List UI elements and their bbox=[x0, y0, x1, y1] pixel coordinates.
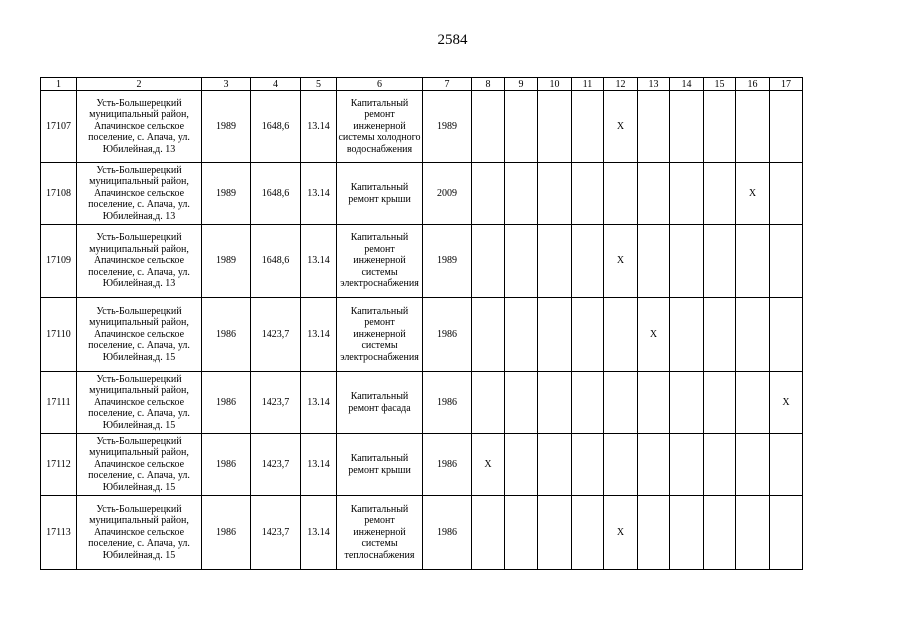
work-type-cell: Капитальный ремонт крыши bbox=[337, 163, 423, 225]
column-header: 9 bbox=[505, 78, 538, 91]
mark-cell bbox=[670, 434, 704, 496]
column-header: 17 bbox=[770, 78, 803, 91]
build-year-cell: 1989 bbox=[202, 163, 251, 225]
mark-cell bbox=[604, 163, 638, 225]
column-header: 3 bbox=[202, 78, 251, 91]
mark-cell bbox=[572, 225, 604, 298]
mark-cell: X bbox=[604, 496, 638, 570]
column-header: 11 bbox=[572, 78, 604, 91]
mark-cell bbox=[704, 91, 736, 163]
table-row bbox=[41, 225, 803, 298]
mark-cell bbox=[670, 225, 704, 298]
mark-cell bbox=[505, 298, 538, 372]
mark-cell bbox=[505, 434, 538, 496]
column-header: 2 bbox=[77, 78, 202, 91]
column-header: 16 bbox=[736, 78, 770, 91]
mark-cell bbox=[572, 163, 604, 225]
row-id-cell: 17111 bbox=[41, 372, 77, 434]
work-type-cell: Капитальный ремонт инженерной системы холодного водоснабжения bbox=[337, 91, 423, 163]
table-row bbox=[41, 298, 803, 372]
mark-cell bbox=[736, 225, 770, 298]
mark-cell bbox=[638, 163, 670, 225]
repair-year-cell: 1986 bbox=[423, 434, 472, 496]
mark-cell bbox=[472, 91, 505, 163]
repair-year-cell: 2009 bbox=[423, 163, 472, 225]
mark-cell bbox=[736, 298, 770, 372]
code-cell: 13.14 bbox=[301, 434, 337, 496]
column-header: 12 bbox=[604, 78, 638, 91]
table-body bbox=[41, 91, 803, 570]
mark-cell: X bbox=[770, 372, 803, 434]
area-cell: 1423,7 bbox=[251, 496, 301, 570]
mark-cell bbox=[736, 496, 770, 570]
mark-cell bbox=[538, 434, 572, 496]
mark-cell bbox=[770, 91, 803, 163]
mark-cell bbox=[736, 434, 770, 496]
mark-cell bbox=[572, 298, 604, 372]
mark-cell bbox=[538, 372, 572, 434]
row-id-cell: 17107 bbox=[41, 91, 77, 163]
table-row bbox=[41, 434, 803, 496]
mark-cell bbox=[472, 163, 505, 225]
area-cell: 1648,6 bbox=[251, 163, 301, 225]
area-cell: 1423,7 bbox=[251, 434, 301, 496]
mark-cell bbox=[770, 163, 803, 225]
address-cell: Усть-Большерецкий муниципальный район, Апачинское сельское поселение, с. Апача, ул. Юбилейная,д. 13 bbox=[77, 91, 202, 163]
mark-cell: X bbox=[604, 91, 638, 163]
mark-cell: X bbox=[638, 298, 670, 372]
mark-cell bbox=[704, 225, 736, 298]
build-year-cell: 1989 bbox=[202, 225, 251, 298]
table-row bbox=[41, 372, 803, 434]
mark-cell bbox=[505, 496, 538, 570]
column-header: 4 bbox=[251, 78, 301, 91]
mark-cell bbox=[704, 298, 736, 372]
mark-cell bbox=[505, 163, 538, 225]
repair-year-cell: 1986 bbox=[423, 298, 472, 372]
mark-cell bbox=[604, 372, 638, 434]
mark-cell bbox=[770, 298, 803, 372]
row-id-cell: 17109 bbox=[41, 225, 77, 298]
mark-cell bbox=[572, 372, 604, 434]
mark-cell bbox=[505, 225, 538, 298]
column-header: 10 bbox=[538, 78, 572, 91]
column-header: 1 bbox=[41, 78, 77, 91]
register-table bbox=[40, 77, 803, 570]
area-cell: 1648,6 bbox=[251, 91, 301, 163]
mark-cell bbox=[538, 91, 572, 163]
mark-cell bbox=[538, 496, 572, 570]
code-cell: 13.14 bbox=[301, 91, 337, 163]
repair-year-cell: 1989 bbox=[423, 91, 472, 163]
mark-cell bbox=[472, 298, 505, 372]
code-cell: 13.14 bbox=[301, 496, 337, 570]
address-cell: Усть-Большерецкий муниципальный район, Апачинское сельское поселение, с. Апача, ул. Юбилейная,д. 13 bbox=[77, 225, 202, 298]
work-type-cell: Капитальный ремонт крыши bbox=[337, 434, 423, 496]
mark-cell bbox=[770, 496, 803, 570]
mark-cell bbox=[736, 91, 770, 163]
mark-cell bbox=[638, 496, 670, 570]
column-header: 13 bbox=[638, 78, 670, 91]
column-header: 8 bbox=[472, 78, 505, 91]
page-number: 2584 bbox=[437, 32, 468, 48]
table-row bbox=[41, 163, 803, 225]
mark-cell bbox=[770, 434, 803, 496]
mark-cell bbox=[572, 434, 604, 496]
header-row bbox=[41, 78, 803, 91]
mark-cell bbox=[638, 91, 670, 163]
mark-cell bbox=[604, 434, 638, 496]
mark-cell bbox=[770, 225, 803, 298]
mark-cell bbox=[736, 372, 770, 434]
mark-cell bbox=[538, 225, 572, 298]
mark-cell bbox=[704, 372, 736, 434]
mark-cell: X bbox=[736, 163, 770, 225]
work-type-cell: Капитальный ремонт инженерной системы электроснабжения bbox=[337, 225, 423, 298]
mark-cell bbox=[472, 225, 505, 298]
table-row bbox=[41, 91, 803, 163]
build-year-cell: 1989 bbox=[202, 91, 251, 163]
mark-cell bbox=[472, 496, 505, 570]
mark-cell bbox=[704, 163, 736, 225]
mark-cell bbox=[604, 298, 638, 372]
build-year-cell: 1986 bbox=[202, 496, 251, 570]
code-cell: 13.14 bbox=[301, 225, 337, 298]
mark-cell bbox=[538, 298, 572, 372]
build-year-cell: 1986 bbox=[202, 434, 251, 496]
mark-cell bbox=[572, 496, 604, 570]
mark-cell: X bbox=[472, 434, 505, 496]
code-cell: 13.14 bbox=[301, 298, 337, 372]
address-cell: Усть-Большерецкий муниципальный район, Апачинское сельское поселение, с. Апача, ул. Юбилейная,д. 15 bbox=[77, 298, 202, 372]
mark-cell bbox=[704, 496, 736, 570]
column-header: 15 bbox=[704, 78, 736, 91]
mark-cell bbox=[538, 163, 572, 225]
mark-cell bbox=[670, 298, 704, 372]
code-cell: 13.14 bbox=[301, 163, 337, 225]
column-header: 5 bbox=[301, 78, 337, 91]
address-cell: Усть-Большерецкий муниципальный район, Апачинское сельское поселение, с. Апача, ул. Юбилейная,д. 15 bbox=[77, 496, 202, 570]
build-year-cell: 1986 bbox=[202, 372, 251, 434]
address-cell: Усть-Большерецкий муниципальный район, Апачинское сельское поселение, с. Апача, ул. Юбилейная,д. 15 bbox=[77, 372, 202, 434]
mark-cell bbox=[670, 496, 704, 570]
mark-cell bbox=[670, 163, 704, 225]
address-cell: Усть-Большерецкий муниципальный район, Апачинское сельское поселение, с. Апача, ул. Юбилейная,д. 13 bbox=[77, 163, 202, 225]
mark-cell bbox=[505, 91, 538, 163]
column-header: 7 bbox=[423, 78, 472, 91]
column-header: 6 bbox=[337, 78, 423, 91]
mark-cell bbox=[638, 225, 670, 298]
work-type-cell: Капитальный ремонт инженерной системы электроснабжения bbox=[337, 298, 423, 372]
row-id-cell: 17110 bbox=[41, 298, 77, 372]
mark-cell bbox=[572, 91, 604, 163]
mark-cell: X bbox=[604, 225, 638, 298]
work-type-cell: Капитальный ремонт инженерной системы теплоснабжения bbox=[337, 496, 423, 570]
repair-year-cell: 1986 bbox=[423, 496, 472, 570]
mark-cell bbox=[704, 434, 736, 496]
row-id-cell: 17112 bbox=[41, 434, 77, 496]
code-cell: 13.14 bbox=[301, 372, 337, 434]
mark-cell bbox=[472, 372, 505, 434]
area-cell: 1423,7 bbox=[251, 298, 301, 372]
row-id-cell: 17108 bbox=[41, 163, 77, 225]
repair-year-cell: 1989 bbox=[423, 225, 472, 298]
build-year-cell: 1986 bbox=[202, 298, 251, 372]
area-cell: 1648,6 bbox=[251, 225, 301, 298]
area-cell: 1423,7 bbox=[251, 372, 301, 434]
mark-cell bbox=[505, 372, 538, 434]
mark-cell bbox=[670, 91, 704, 163]
table-row bbox=[41, 496, 803, 570]
mark-cell bbox=[670, 372, 704, 434]
work-type-cell: Капитальный ремонт фасада bbox=[337, 372, 423, 434]
repair-year-cell: 1986 bbox=[423, 372, 472, 434]
address-cell: Усть-Большерецкий муниципальный район, Апачинское сельское поселение, с. Апача, ул. Юбилейная,д. 15 bbox=[77, 434, 202, 496]
mark-cell bbox=[638, 434, 670, 496]
row-id-cell: 17113 bbox=[41, 496, 77, 570]
column-header: 14 bbox=[670, 78, 704, 91]
mark-cell bbox=[638, 372, 670, 434]
